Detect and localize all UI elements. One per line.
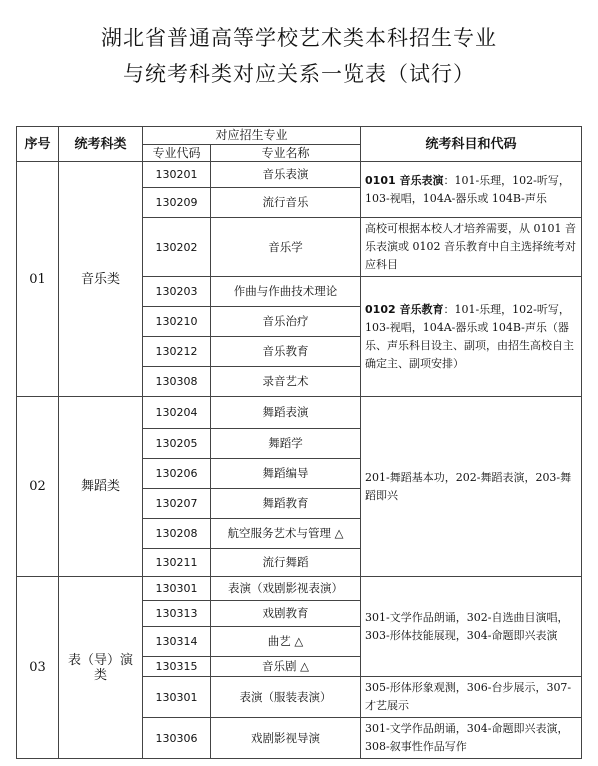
program-name: 戏剧影视导演 bbox=[211, 718, 361, 759]
header-seq: 序号 bbox=[17, 127, 59, 162]
program-code: 130301 bbox=[143, 677, 211, 718]
program-name: 音乐教育 bbox=[211, 337, 361, 367]
exam-note-bold: 0102 音乐教育 bbox=[365, 302, 444, 316]
document-title-line-1: 湖北省普通高等学校艺术类本科招生专业 bbox=[101, 26, 497, 50]
group-seq: 01 bbox=[17, 162, 59, 397]
exam-note-text: 301-文学作品朗诵，304-命题即兴表演，308-叙事性作品写作 bbox=[365, 722, 569, 753]
program-name: 流行舞蹈 bbox=[211, 549, 361, 577]
program-code: 130210 bbox=[143, 307, 211, 337]
program-code: 130315 bbox=[143, 657, 211, 677]
program-code: 130314 bbox=[143, 627, 211, 657]
program-name: 表演（戏剧影视表演） bbox=[211, 577, 361, 601]
program-code: 130206 bbox=[143, 459, 211, 489]
exam-note bbox=[361, 277, 582, 397]
program-mapping-table bbox=[16, 126, 582, 759]
header-exam: 统考科目和代码 bbox=[361, 127, 582, 162]
program-code: 130202 bbox=[143, 218, 211, 277]
group-category: 表（导）演类 bbox=[59, 577, 143, 759]
exam-note-text: 高校可根据本校人才培养需要，从 0101 音乐表演或 0102 音乐教育中自主选择统考对应科目 bbox=[365, 222, 577, 271]
program-code: 130203 bbox=[143, 277, 211, 307]
header-category: 统考科类 bbox=[59, 127, 143, 162]
program-code: 130205 bbox=[143, 429, 211, 459]
program-code: 130208 bbox=[143, 519, 211, 549]
exam-note-text: 305-形体形象观测，306-台步展示，307-才艺展示 bbox=[365, 681, 572, 712]
exam-note-text: 301-文学作品朗诵，302-自选曲目演唱，303-形体技能展现，304-命题即兴表演 bbox=[365, 610, 569, 642]
program-code: 130211 bbox=[143, 549, 211, 577]
program-code: 130209 bbox=[143, 188, 211, 218]
program-name: 舞蹈编导 bbox=[211, 459, 361, 489]
exam-note bbox=[361, 577, 582, 677]
program-name: 舞蹈教育 bbox=[211, 489, 361, 519]
exam-note bbox=[361, 677, 582, 718]
program-code: 130207 bbox=[143, 489, 211, 519]
program-name: 舞蹈表演 bbox=[211, 397, 361, 429]
program-code: 130308 bbox=[143, 367, 211, 397]
exam-note-text: ：101-乐理，102-听写，103-视唱，104A-器乐或 104B-声乐 bbox=[365, 173, 570, 205]
program-code: 130313 bbox=[143, 601, 211, 627]
exam-note bbox=[361, 162, 582, 218]
program-name: 音乐表演 bbox=[211, 162, 361, 188]
program-name: 曲艺 △ bbox=[211, 627, 361, 657]
group-category: 舞蹈类 bbox=[59, 397, 143, 577]
program-name: 录音艺术 bbox=[211, 367, 361, 397]
program-code: 130212 bbox=[143, 337, 211, 367]
program-name: 音乐剧 △ bbox=[211, 657, 361, 677]
exam-note-text: 201-舞蹈基本功，202-舞蹈表演，203-舞蹈即兴 bbox=[365, 470, 572, 502]
table-row bbox=[17, 162, 582, 188]
exam-note bbox=[361, 718, 582, 759]
group-seq: 03 bbox=[17, 577, 59, 759]
table-row bbox=[17, 577, 582, 601]
program-code: 130204 bbox=[143, 397, 211, 429]
document-title-line-2: 与统考科类对应关系一览表（试行） bbox=[123, 62, 475, 86]
program-name: 航空服务艺术与管理 △ bbox=[211, 519, 361, 549]
program-code: 130306 bbox=[143, 718, 211, 759]
table-row bbox=[17, 397, 582, 429]
header-name: 专业名称 bbox=[211, 145, 361, 162]
program-name: 音乐治疗 bbox=[211, 307, 361, 337]
program-name: 流行音乐 bbox=[211, 188, 361, 218]
program-code: 130201 bbox=[143, 162, 211, 188]
program-name: 音乐学 bbox=[211, 218, 361, 277]
exam-note bbox=[361, 397, 582, 577]
program-name: 舞蹈学 bbox=[211, 429, 361, 459]
header-code: 专业代码 bbox=[143, 145, 211, 162]
exam-note bbox=[361, 218, 582, 277]
program-name: 戏剧教育 bbox=[211, 601, 361, 627]
header-program-group: 对应招生专业 bbox=[143, 127, 361, 145]
group-seq: 02 bbox=[17, 397, 59, 577]
group-category: 音乐类 bbox=[59, 162, 143, 397]
program-name: 表演（服装表演） bbox=[211, 677, 361, 718]
exam-note-text: ：101-乐理，102-听写，103-视唱，104A-器乐或 104B-声乐（器乐、声乐科目设主、副项，由招生高校自主确定主、副项安排） bbox=[365, 302, 575, 370]
program-code: 130301 bbox=[143, 577, 211, 601]
exam-note-bold: 0101 音乐表演 bbox=[365, 173, 444, 187]
program-name: 作曲与作曲技术理论 bbox=[211, 277, 361, 307]
